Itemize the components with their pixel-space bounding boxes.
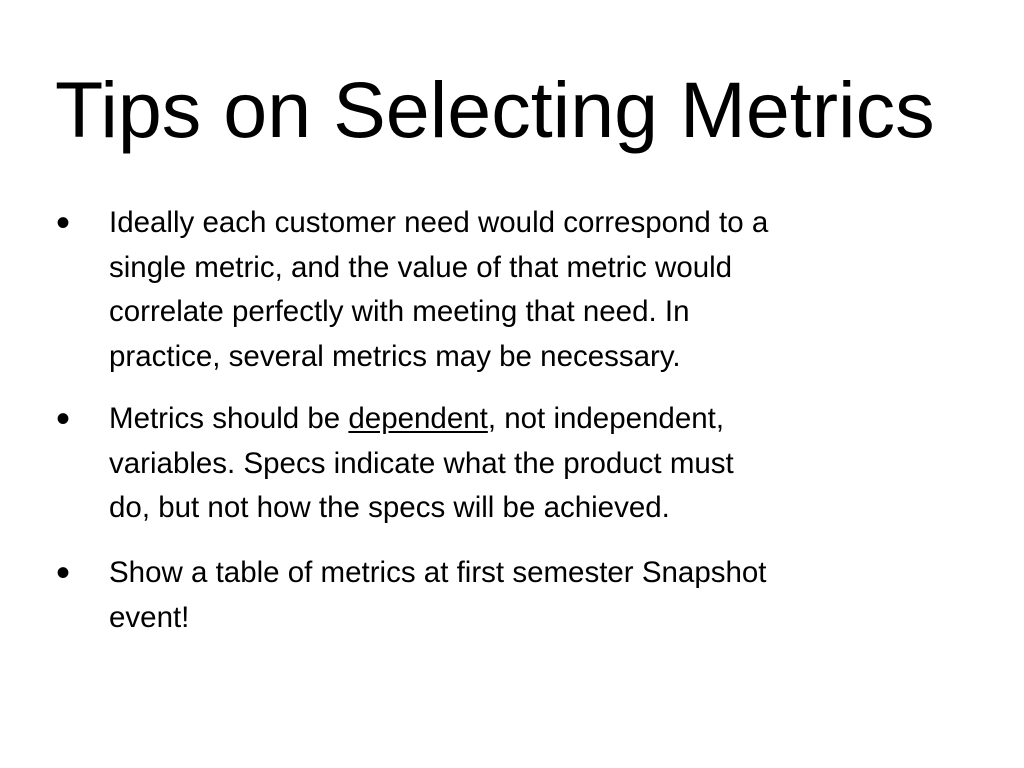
bullet-line: Show a table of metrics at first semester Snapshot: [109, 556, 767, 589]
underlined-term: dependent: [348, 402, 488, 435]
bullet-line: [109, 397, 939, 442]
bullet-dot-icon: •: [56, 551, 71, 595]
bullet-line: correlate perfectly with meeting that need. In: [109, 295, 690, 328]
bullet-dot-icon: •: [56, 397, 71, 441]
bullet-line: single metric, and the value of that metric would: [109, 250, 733, 284]
slide-title: Tips on Selecting Metrics: [55, 65, 935, 154]
bullet-line: event!: [109, 600, 190, 634]
bullet-line-segment: Metrics should be: [109, 402, 349, 435]
bullet-dot-icon: •: [56, 201, 71, 245]
bullet-line-segment: , not independent,: [487, 402, 725, 435]
bullet-text: [109, 551, 939, 640]
bullet-line: variables. Specs indicate what the product must: [109, 446, 734, 480]
bullet-line: do, but not how the specs will be achieved.: [109, 491, 670, 524]
bullet-text: [109, 397, 939, 531]
bullet-text: [109, 201, 939, 379]
bullet-line: practice, several metrics may be necessary.: [109, 339, 681, 373]
bullet-line: Ideally each customer need would correspond to a: [109, 206, 769, 239]
